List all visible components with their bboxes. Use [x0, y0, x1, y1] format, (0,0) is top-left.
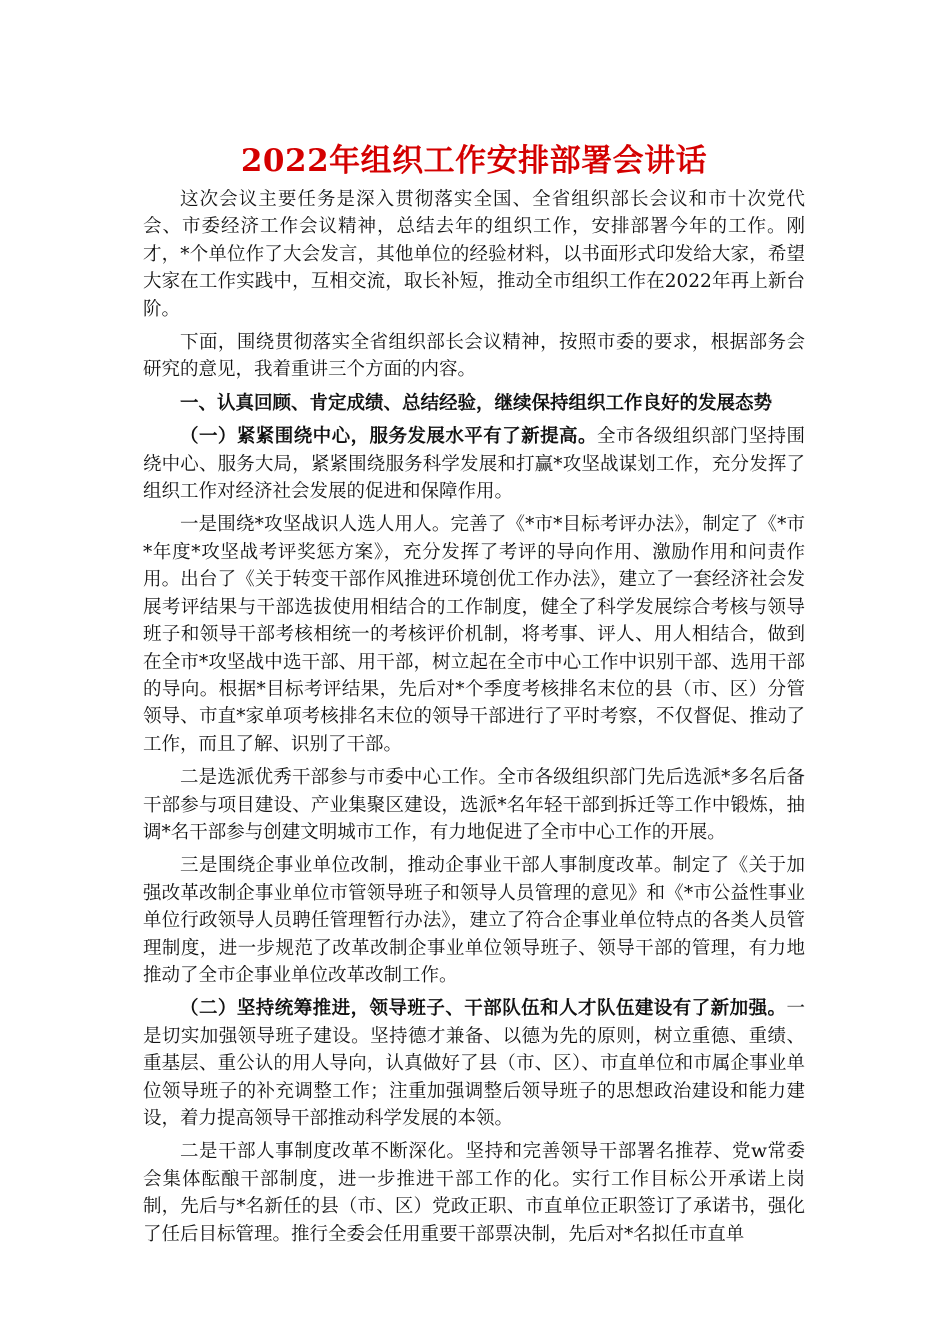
paragraph-point-4: [143, 1138, 805, 1248]
subsection-heading: （一）紧紧围绕中心，服务发展水平有了新提高。: [180, 426, 597, 448]
paragraph-text: 一是切实加强领导班子建设。坚持德才兼备、以德为先的原则，树立重德、重绩、重基层、重公认的用人导向，认真做好了县（市、区）、市直单位和市属企事业单位领导班子的补充调整工作；注重加强调整后领导班子的思想政治建设和能力建设，着力提高领导干部推动科学发展的本领。: [143, 998, 805, 1129]
paragraph-outline: [143, 329, 805, 384]
section-heading-text: 一、认真回顾、肯定成绩、总结经验，继续保持组织工作良好的发展态势: [180, 392, 773, 414]
paragraph-intro: [143, 186, 805, 323]
paragraph-text: 三是围绕企事业单位改制，推动企事业干部人事制度改革。制定了《关于加强改革改制企事业单位市管领导班子和领导人员管理的意见》和《*市公益性事业单位行政领导人员聘任管理暂行办法》，建立了符合企事业单位特点的各类人员管理制度，进一步规范了改革改制企事业单位领导班子、领导干部的管理，有力地推动了全市企事业单位改革改制工作。: [143, 855, 805, 986]
paragraph-text: 二是选派优秀干部参与市委中心工作。全市各级组织部门先后选派*多名后备干部参与项目建设、产业集聚区建设，选派*名年轻干部到拆迁等工作中锻炼，抽调*名干部参与创建文明城市工作，有力地促进了全市中心工作的开展。: [143, 767, 805, 843]
paragraph-point-3: [143, 852, 805, 989]
paragraph-text: 一是围绕*攻坚战识人选人用人。完善了《*市*目标考评办法》，制定了《*市*年度*攻坚战考评奖惩方案》，充分发挥了考评的导向作用、激励作用和问责作用。出台了《关于转变干部作风推进环境创优工作办法》，建立了一套经济社会发展考评结果与干部选拔使用相结合的工作制度，健全了科学发展综合考核与领导班子和领导干部考核相统一的考核评价机制，将考事、评人、用人相结合，做到在全市*攻坚战中选干部、用干部，树立起在全市中心工作中识别干部、选用干部的导向。根据*目标考评结果，先后对*个季度考核排名末位的县（市、区）分管领导、市直*家单项考核排名末位的领导干部进行了平时考察，不仅督促、推动了工作，而且了解、识别了干部。: [143, 514, 805, 755]
paragraph-point-1: [143, 511, 805, 758]
section-heading-1: [143, 390, 805, 417]
document-page: [143, 138, 805, 1254]
paragraph-text: 下面，围绕贯彻落实全省组织部长会议精神，按照市委的要求，根据部务会研究的意见，我着重讲三个方面的内容。: [143, 332, 805, 381]
paragraph-text: 二是干部人事制度改革不断深化。坚持和完善领导干部署名推荐、党w常委会集体酝酿干部制度，进一步推进干部工作的化。实行工作目标公开承诺上岗制，先后与*名新任的县（市、区）党政正职、市直单位正职签订了承诺书，强化了任后目标管理。推行全委会任用重要干部票决制，先后对*名拟任市直单: [143, 1141, 805, 1245]
paragraph-point-2: [143, 764, 805, 846]
paragraph-subsection-1: [143, 423, 805, 505]
subsection-heading: （二）坚持统筹推进，领导班子、干部队伍和人才队伍建设有了新加强。: [180, 998, 787, 1020]
document-title: 2022年组织工作安排部署会讲话: [240, 143, 708, 179]
paragraph-text: 全市各级组织部门坚持围绕中心、服务大局，紧紧围绕服务科学发展和打赢*攻坚战谋划工作，充分发挥了组织工作对经济社会发展的促进和保障作用。: [143, 426, 805, 503]
paragraph-text: 这次会议主要任务是深入贯彻落实全国、全省组织部长会议和市十次党代会、市委经济工作会议精神，总结去年的组织工作，安排部署今年的工作。刚才，*个单位作了大会发言，其他单位的经验材料，以书面形式印发给大家，希望大家在工作实践中，互相交流，取长补短，推动全市组织工作在2022年再上新台阶。: [143, 189, 805, 320]
paragraph-subsection-2: [143, 995, 805, 1132]
